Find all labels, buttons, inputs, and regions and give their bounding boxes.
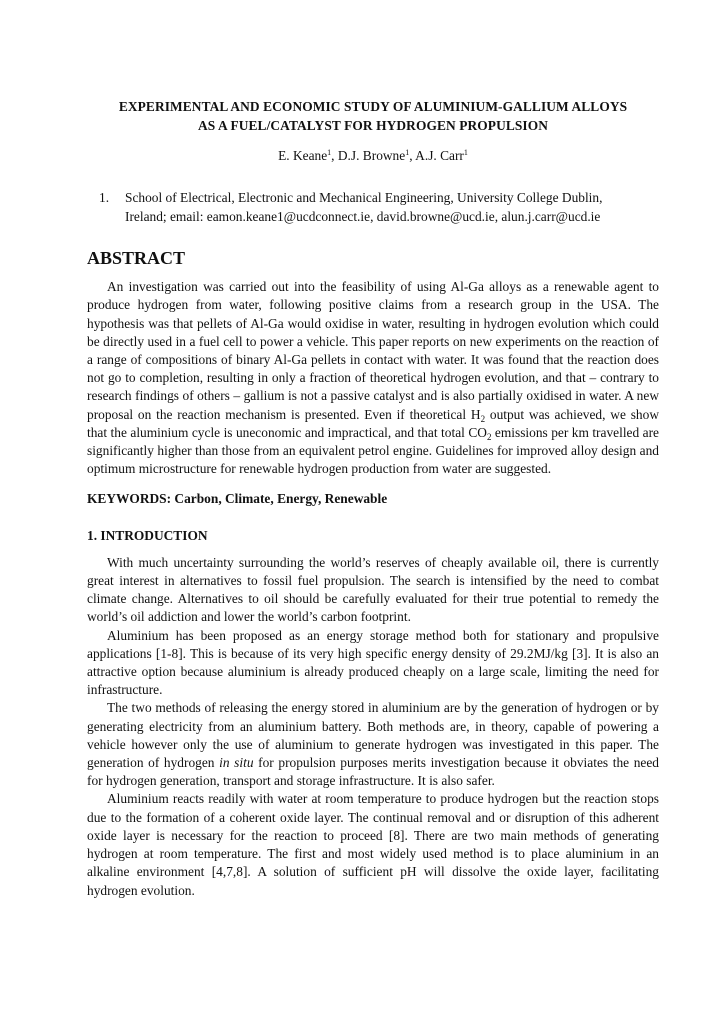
abstract-text-2: output was achieved, we show that the aluminium cycle is uneconomic and impractical, and that total CO — [87, 406, 659, 440]
intro-p3-text-1: The two methods of releasing the energy stored in aluminium are by the generation of hydrogen or by generating electricity from an aluminium battery. Both methods are, in theory, capable of powering a vehicle however only the use of aluminium to generate hydrogen was investigated in this paper. The generation of hydrogen — [87, 700, 659, 771]
abstract-body — [87, 278, 659, 478]
abstract-text-1: An investigation was carried out into the feasibility of using Al-Ga alloys as a renewable agent to produce hydrogen from water, following positive claims from a research group in the USA. The hypothesis was that pellets of Al-Ga would oxidise in water, resulting in hydrogen evolution which could be directly used in a fuel cell to power a vehicle. This paper reports on new experiments on the reaction of a range of compositions of binary Al-Ga pellets in contact with water. It was found that the reaction does not go to completion, resulting in only a fraction of theoretical hydrogen evolution, and that – contrary to research findings of others – gallium is not a passive catalyst and is also partially oxidised in water. A new proposal on the reaction mechanism is presented. Even if theoretical H — [87, 279, 659, 422]
title-line-1: EXPERIMENTAL AND ECONOMIC STUDY OF ALUMINIUM-GALLIUM ALLOYS — [118, 99, 628, 114]
intro-p3-italic: in situ — [219, 755, 254, 771]
introduction-heading: 1. INTRODUCTION — [87, 527, 208, 543]
author-name: E. Keane — [278, 148, 328, 163]
intro-paragraph-2: Aluminium has been proposed as an energy storage method both for stationary and propulsive applications [1-8]. This is because of its very high specific energy density of 29.2MJ/kg [3]. It is also an attractive option because aluminium is already produced cheaply on a large scale, limiting the need for infrastructure. — [87, 627, 659, 698]
affiliation-number: 1. — [99, 190, 110, 206]
intro-p3-text-2: for propulsion purposes merits investigation because it obviates the need for hydrogen generation, transport and storage infrastructure. It is also safer. — [87, 755, 659, 789]
keywords: KEYWORDS: Carbon, Climate, Energy, Renewable — [87, 491, 388, 507]
h2-subscript: 2 — [480, 413, 486, 424]
title-line-2: AS A FUEL/CATALYST FOR HYDROGEN PROPULSION — [197, 118, 549, 133]
co2-subscript: 2 — [486, 431, 492, 442]
affiliation-line-1: School of Electrical, Electronic and Mechanical Engineering, University College Dublin, — [125, 190, 603, 206]
affiliation-line-2: Ireland; email: eamon.keane1@ucdconnect.ie, david.browne@ucd.ie, alun.j.carr@ucd.ie — [125, 209, 601, 225]
author-list — [87, 147, 659, 165]
author-affiliation-mark: 1 — [405, 148, 410, 157]
intro-paragraph-4: Aluminium reacts readily with water at room temperature to produce hydrogen but the reaction stops due to the formation of a coherent oxide layer. The continual removal and or disruption of this adherent oxide layer is necessary for the reaction to proceed [8]. There are two main methods of generating hydrogen at room temperature. The first and most widely used method is to place aluminium in an alkaline environment [4,7,8]. A solution of sufficient pH will dissolve the oxide layer, facilitating hydrogen evolution. — [87, 791, 659, 898]
abstract-text-3: emissions per km travelled are significantly higher than those from an equivalent petrol engine. Guidelines for improved alloy design and optimum microstructure for renewable hydrogen production from water are suggested. — [87, 424, 659, 477]
author-separator: , — [331, 148, 338, 163]
abstract-heading: ABSTRACT — [87, 248, 186, 269]
author-separator: , — [409, 148, 416, 163]
author-name: D.J. Browne — [337, 148, 406, 163]
author-affiliation-mark: 1 — [463, 148, 468, 157]
intro-paragraph-3 — [87, 699, 659, 790]
paper-title — [87, 97, 659, 135]
affiliation — [87, 188, 659, 226]
intro-paragraph-1: With much uncertainty surrounding the world’s reserves of cheaply available oil, there is currently great interest in alternatives to fossil fuel propulsion. The search is intensified by the need to combat climate change. Alternatives to oil should be carefully evaluated for their true potential to remedy the world’s oil addiction and lower the world’s carbon footprint. — [87, 554, 659, 625]
author-affiliation-mark: 1 — [327, 148, 332, 157]
introduction-body — [87, 554, 659, 900]
author-name: A.J. Carr — [415, 148, 464, 163]
